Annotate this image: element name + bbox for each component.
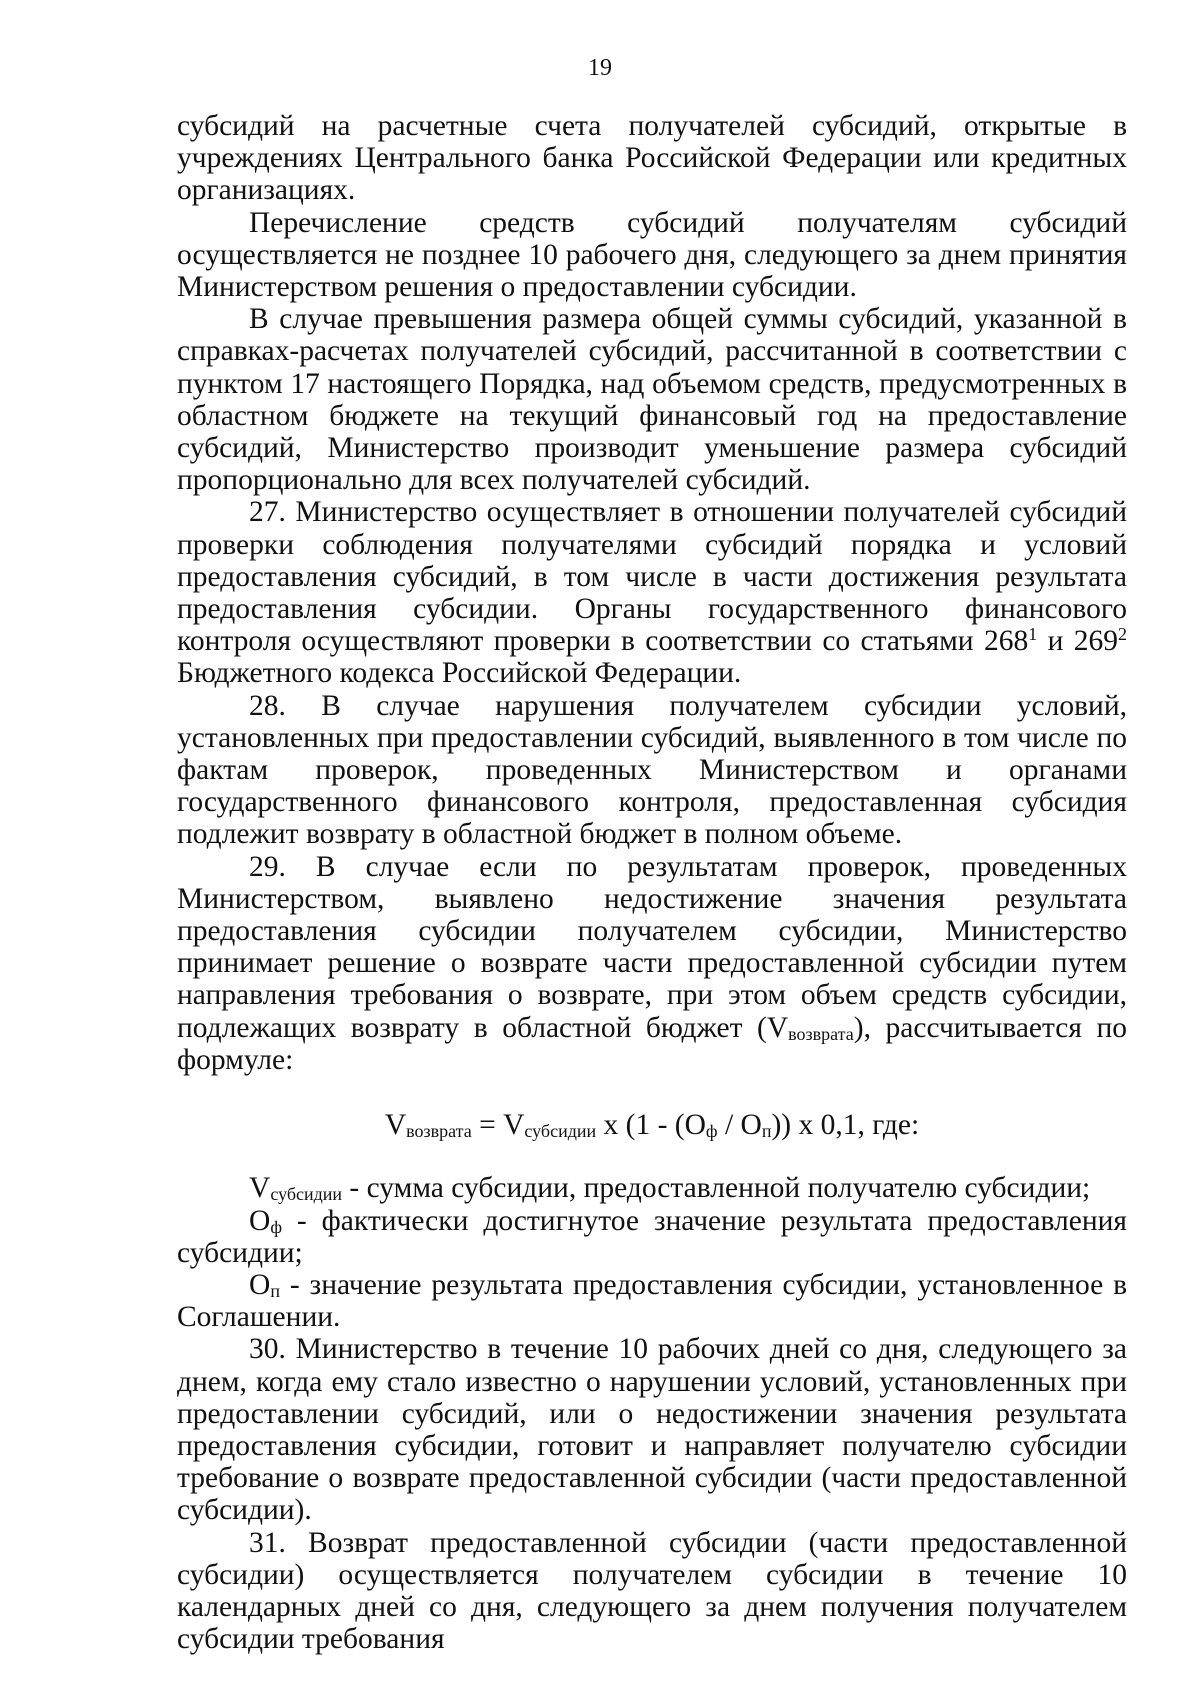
formula-part-1: х (1 - (О (603, 1109, 706, 1142)
p27-sup-2: 2 (1118, 624, 1128, 645)
def1-text: - сумма субсидии, предоставленной получателю субсидии; (349, 1172, 1091, 1205)
formula-sub-p: п (761, 1121, 772, 1142)
def1-sub: субсидии (270, 1184, 343, 1205)
p27-text-a: 27. Министерство осуществляет в отношении получателей субсидий проверки соблюдения получателями субсидий порядка и условий предоставления субсидий, в том числе в части достижения результата предоставления субсидии. Органы государственного финансового контроля осуществляют проверки в соответствии со статьями (177, 496, 1127, 658)
def1-symbol: V (249, 1172, 271, 1205)
p27-article-268: 268 (983, 625, 1029, 658)
page-number: 19 (588, 55, 612, 81)
formula-sub-f: ф (705, 1121, 718, 1142)
return-formula (177, 1109, 1127, 1141)
paragraph-27-inspections (177, 496, 1127, 689)
def2-text: - фактически достигнутое значение результата предоставления субсидии; (177, 1204, 1128, 1269)
def2-symbol: О (249, 1204, 271, 1237)
p27-article-269: 269 (1073, 625, 1119, 658)
p29-text-a: 29. В случае если по результатам проверок, проведенных Министерством, выявлено недостижение значения результата предоставления субсидии получателем субсидии, Министерство принимает решение о возврате части предоставленной субсидии путем направления требования о возврате, при этом объем средств субсидии, подлежащих возврату в областной бюджет (V (177, 850, 1127, 1044)
p27-sup-1: 1 (1028, 624, 1038, 645)
formula-part-2: / О (724, 1109, 762, 1142)
definition-o-plan (177, 1269, 1127, 1333)
formula-equals: = (479, 1109, 496, 1142)
definition-v-subsidy (177, 1172, 1127, 1204)
p29-sub-return: возврата (788, 1023, 854, 1044)
p27-text-b: Бюджетного кодекса Российской Федерации. (177, 657, 742, 690)
paragraph-28-violation-return: 28. В случае нарушения получателем субсидии условий, установленных при предоставлении субсидий, выявленного в том числе по фактам проверок, проведенных Министерством и органами государственного финансового контроля, предоставленная субсидия подлежит возврату в областной бюджет в полном объеме. (177, 689, 1127, 851)
formula-v-return: V (384, 1109, 407, 1142)
p27-and: и (1047, 625, 1064, 658)
p29-text-b: ), рассчитывается по формуле: (177, 1011, 1128, 1076)
formula-v-subsidy: V (503, 1109, 525, 1142)
formula-part-3: )) х 0,1, где: (771, 1109, 920, 1142)
definition-o-fact (177, 1205, 1127, 1269)
paragraph-subsidy-accounts: субсидий на расчетные счета получателей субсидий, открытые в учреждениях Центрального банка Российской Федерации или кредитных организациях. (177, 110, 1127, 207)
paragraph-transfer-deadline: Перечисление средств субсидий получателям субсидий осуществляется не позднее 10 рабочего дня, следующего за днем принятия Министерством решения о предоставлении субсидии. (177, 206, 1127, 304)
def3-sub: п (270, 1280, 280, 1301)
paragraph-30-demand: 30. Министерство в течение 10 рабочих дней со дня, следующего за днем, когда ему стало известно о нарушении условий, установленных при предоставлении субсидий, или о недостижении значения результата предоставления субсидии, готовит и направляет получателю субсидии требование о возврате предоставленной субсидии (части предоставленной субсидии). (177, 1333, 1127, 1527)
formula-sub-return: возврата (406, 1121, 472, 1142)
paragraph-excess-reduction: В случае превышения размера общей суммы субсидий, указанной в справках-расчетах получателей субсидий, рассчитанной в соответствии с пунктом 17 настоящего Порядка, над объемом средств, предусмотренных в областном бюджете на текущий финансовый год на предоставление субсидий, Министерство производит уменьшение размера субсидий пропорционально для всех получателей субсидий. (177, 303, 1127, 497)
def3-text: - значение результата предоставления субсидии, установленное в Соглашении. (177, 1268, 1127, 1334)
def2-sub: ф (270, 1216, 282, 1237)
formula-sub-subsidy: субсидии (524, 1121, 597, 1142)
paragraph-31-return-term: 31. Возврат предоставленной субсидии (части предоставленной субсидии) осуществляется получателем субсидии в течение 10 календарных дней со дня, следующего за днем получения получателем субсидии требования (177, 1526, 1127, 1656)
paragraph-29-partial-return (177, 851, 1127, 1076)
document-body (177, 110, 1127, 1655)
def3-symbol: О (249, 1268, 271, 1301)
